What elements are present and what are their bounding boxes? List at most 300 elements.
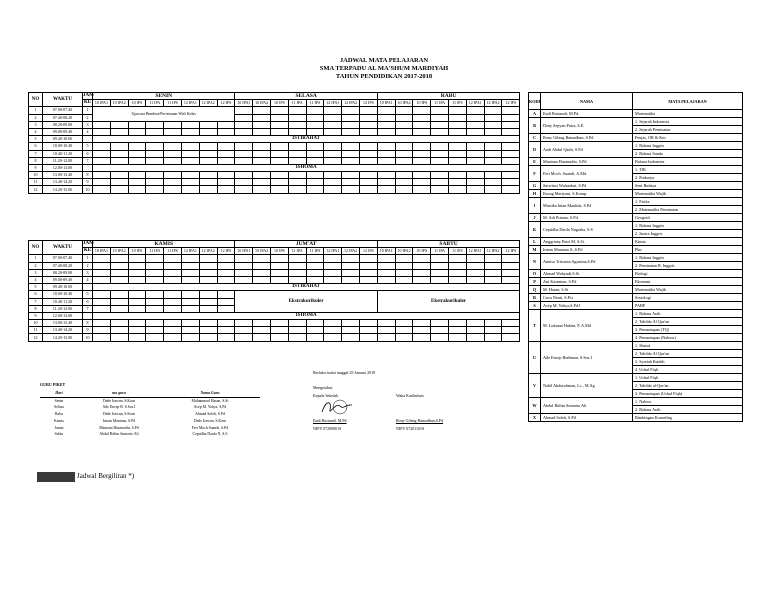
schedule-cell — [288, 172, 306, 179]
schedule-cell — [288, 334, 306, 341]
teacher-subject: Geografi — [633, 214, 743, 222]
title-line-3: TAHUN PENDIDIKAN 2017-2018 — [335, 73, 433, 80]
schedule-row — [29, 121, 520, 128]
row-number: 1 — [29, 107, 43, 114]
teacher-name: Maniana Hasanudin, S.Pd — [541, 158, 633, 166]
teacher-subject: 2. Bahasa Sunda — [633, 150, 743, 158]
schedule-cell — [288, 143, 306, 150]
schedule-cell — [431, 255, 449, 262]
schedule-cell — [466, 186, 484, 193]
teacher-subject: Matematika Wajib — [633, 190, 743, 198]
schedule-cell — [164, 262, 182, 269]
schedule-row — [29, 327, 520, 334]
top-class-header: 12 IPA2 — [484, 100, 502, 107]
schedule-cell — [128, 320, 146, 327]
picket-cell: Cepridha Darda N, S.S — [192, 432, 228, 437]
schedule-cell — [181, 157, 199, 164]
schedule-cell — [395, 179, 413, 186]
schedule-cell — [431, 121, 449, 128]
vice-nip: NIPY 07201101S — [396, 426, 425, 431]
teacher-code: V — [529, 374, 541, 398]
schedule-cell — [288, 107, 306, 114]
schedule-cell — [395, 107, 413, 114]
schedule-cell — [217, 298, 235, 305]
teacher-subject: 2. Tahfidz Al Qur'an — [633, 318, 743, 326]
schedule-cell — [502, 128, 520, 135]
schedule-cell — [181, 298, 199, 305]
bottom-day-0: KAMIS — [93, 241, 235, 248]
schedule-top-table — [28, 92, 520, 194]
schedule-cell — [342, 276, 360, 283]
schedule-cell — [377, 262, 395, 269]
teacher-subject: 1. Bahasa Inggris — [633, 142, 743, 150]
teacher-code: U — [529, 342, 541, 374]
top-class-header: 11 IPS — [164, 100, 182, 107]
row-number: 7 — [29, 150, 43, 157]
top-class-header: 11 IPS — [306, 100, 324, 107]
teacher-name: Ani Kasminar, S.Pd — [541, 278, 633, 286]
bottom-class-header: 11 IPS — [449, 248, 467, 255]
top-jam-header: JAM — [83, 93, 94, 99]
schedule-cell — [93, 334, 111, 341]
schedule-cell — [110, 320, 128, 327]
schedule-cell — [413, 262, 431, 269]
time-slot: 12.00-13.00 — [43, 312, 83, 319]
picket-table — [40, 390, 260, 438]
schedule-cell — [324, 255, 342, 262]
schedule-cell — [181, 276, 199, 283]
picket-cell: Muhammad Hasan, S.Si — [191, 398, 229, 403]
schedule-cell — [466, 262, 484, 269]
schedule-cell — [484, 320, 502, 327]
top-class-header: 12 IPA1 — [324, 100, 342, 107]
top-class-header: 12 IPS — [502, 100, 520, 107]
head-signature — [318, 396, 358, 418]
schedule-cell — [395, 128, 413, 135]
picket-cell: Abdul Halim Sumarto Ali — [99, 432, 139, 437]
schedule-row — [29, 136, 520, 143]
teacher-code-header: KODE — [529, 93, 541, 110]
schedule-cell — [199, 334, 217, 341]
period-number: 8 — [83, 320, 93, 327]
schedule-cell — [93, 157, 111, 164]
row-number: 2 — [29, 262, 43, 269]
picket-row — [40, 397, 260, 404]
schedule-cell — [306, 150, 324, 157]
bottom-time-header: WAKTU — [43, 241, 83, 255]
schedule-cell — [342, 121, 360, 128]
teacher-subject: 2. Prakarya — [633, 174, 743, 182]
schedule-cell — [93, 327, 111, 334]
schedule-cell — [360, 186, 378, 193]
schedule-cell — [377, 186, 395, 193]
schedule-cell — [128, 179, 146, 186]
schedule-cell — [466, 143, 484, 150]
top-class-header: 10 IPA2 — [110, 100, 128, 107]
schedule-cell — [466, 334, 484, 341]
teacher-row — [529, 222, 743, 230]
schedule-cell — [288, 255, 306, 262]
schedule-cell — [110, 128, 128, 135]
schedule-cell — [217, 327, 235, 334]
schedule-cell — [377, 121, 395, 128]
schedule-cell — [146, 157, 164, 164]
schedule-cell — [110, 121, 128, 128]
teacher-code: S — [529, 302, 541, 310]
schedule-cell — [306, 186, 324, 193]
schedule-cell — [253, 269, 271, 276]
period-number: 7 — [83, 157, 93, 164]
bottom-class-header: 12 IPA1 — [181, 248, 199, 255]
bottom-class-header: 10 IPS — [270, 248, 288, 255]
schedule-cell — [199, 157, 217, 164]
schedule-cell — [377, 269, 395, 276]
picket-row — [40, 418, 260, 425]
bottom-class-header: 11 IPS — [306, 248, 324, 255]
picket-row — [40, 411, 260, 418]
schedule-cell — [324, 186, 342, 193]
time-slot: 13.00-13.40 — [43, 172, 83, 179]
schedule-cell — [377, 334, 395, 341]
time-slot: 14.20-15.00 — [43, 334, 83, 341]
schedule-cell — [271, 150, 289, 157]
schedule-cell — [359, 276, 377, 283]
schedule-cell — [324, 107, 342, 114]
schedule-cell — [431, 128, 449, 135]
schedule-cell — [164, 143, 182, 150]
schedule-cell — [360, 157, 378, 164]
schedule-cell — [449, 276, 467, 283]
schedule-cell — [270, 320, 288, 327]
time-slot: 10.40-11.20 — [43, 298, 83, 305]
period-number: 9 — [83, 327, 93, 334]
schedule-cell — [217, 262, 235, 269]
schedule-cell — [466, 150, 484, 157]
teacher-row — [529, 270, 743, 278]
time-slot: 12.00-13.00 — [43, 164, 83, 171]
schedule-cell — [324, 128, 342, 135]
time-slot: 09.00-09.40 — [43, 276, 83, 283]
schedule-cell — [342, 269, 360, 276]
teacher-row — [529, 342, 743, 350]
teacher-row — [529, 198, 743, 206]
schedule-cell — [288, 320, 306, 327]
schedule-cell — [110, 276, 128, 283]
picket-cell: Acep M. Yahya, S.Pd — [193, 405, 227, 410]
schedule-cell — [110, 172, 128, 179]
schedule-cell — [270, 269, 288, 276]
teacher-code: X — [529, 414, 541, 422]
schedule-cell — [128, 150, 146, 157]
schedule-cell — [146, 143, 164, 150]
picket-cell: Kamis — [54, 418, 64, 423]
saturday-extracurricular: Ekstrakurikuler — [377, 291, 519, 313]
teacher-name: Nabil Abdurohman, Lc., M.Ag — [541, 374, 633, 398]
schedule-cell — [306, 262, 324, 269]
period-number: 7 — [83, 305, 93, 312]
schedule-cell — [324, 179, 342, 186]
bottom-class-header: 10 IPS — [128, 248, 146, 255]
schedule-row — [29, 128, 520, 135]
period-number: 10 — [83, 334, 93, 341]
schedule-cell — [466, 121, 484, 128]
teacher-subject: 2. Sastra Inggris — [633, 230, 743, 238]
schedule-cell — [199, 128, 217, 135]
schedule-cell — [395, 114, 413, 121]
picket-name-header: ma guru — [78, 390, 160, 397]
teacher-code: O — [529, 270, 541, 278]
schedule-cell — [431, 262, 449, 269]
schedule-cell — [360, 179, 378, 186]
period-number: 5 — [83, 291, 93, 298]
schedule-cell — [360, 172, 378, 179]
schedule-cell — [484, 186, 502, 193]
schedule-cell — [288, 186, 306, 193]
schedule-cell — [431, 269, 449, 276]
schedule-cell — [235, 143, 253, 150]
schedule-cell — [270, 255, 288, 262]
schedule-cell — [466, 327, 484, 334]
schedule-cell — [413, 334, 431, 341]
schedule-cell — [253, 150, 271, 157]
teacher-row — [529, 182, 743, 190]
teacher-row — [529, 286, 743, 294]
schedule-row — [29, 262, 520, 269]
top-class-header: 10 IPA2 — [395, 100, 413, 107]
teacher-row — [529, 398, 743, 406]
picket-row — [40, 425, 260, 432]
schedule-cell — [466, 107, 484, 114]
teacher-subject: 1. Ushul Fiqh — [633, 374, 743, 382]
teacher-code: L — [529, 238, 541, 246]
schedule-cell — [377, 255, 395, 262]
bottom-class-header: 10 IPA2 — [110, 248, 128, 255]
schedule-cell — [466, 172, 484, 179]
bottom-class-header: 12 IPA2 — [199, 248, 217, 255]
schedule-cell — [235, 186, 253, 193]
bottom-day-2: SABTU — [377, 241, 519, 248]
schedule-cell — [484, 114, 502, 121]
schedule-cell — [484, 121, 502, 128]
top-class-header: 11 IPA — [146, 100, 164, 107]
schedule-cell — [217, 269, 235, 276]
schedule-cell — [93, 186, 111, 193]
row-number: 6 — [29, 291, 43, 298]
schedule-cell — [253, 276, 271, 283]
schedule-cell — [502, 143, 520, 150]
schedule-cell — [413, 179, 431, 186]
schedule-cell — [146, 276, 164, 283]
schedule-cell — [359, 269, 377, 276]
row-number: 5 — [29, 136, 43, 143]
schedule-cell — [235, 114, 253, 121]
schedule-cell — [146, 305, 164, 312]
legend-swatch — [37, 472, 75, 482]
schedule-row — [29, 276, 520, 283]
schedule-cell — [395, 334, 413, 341]
teacher-name: Feri Moch. Suandi, A.Md. — [541, 166, 633, 182]
schedule-cell — [235, 269, 253, 276]
schedule-cell — [431, 172, 449, 179]
schedule-cell — [110, 334, 128, 341]
schedule-cell — [110, 157, 128, 164]
top-time-header: WAKTU — [43, 93, 83, 107]
picket-row — [40, 404, 260, 411]
schedule-cell — [253, 320, 271, 327]
schedule-cell — [235, 172, 253, 179]
schedule-cell — [93, 150, 111, 157]
schedule-cell — [502, 334, 520, 341]
schedule-cell — [217, 128, 235, 135]
schedule-cell — [502, 114, 520, 121]
schedule-cell — [235, 107, 253, 114]
schedule-cell — [253, 186, 271, 193]
row-number: 8 — [29, 157, 43, 164]
head-title: Kepala Sekolah — [313, 393, 339, 398]
schedule-cell — [253, 327, 271, 334]
time-slot: 13.00-13.40 — [43, 320, 83, 327]
top-class-header: 11 IPA — [288, 100, 306, 107]
schedule-cell — [324, 320, 342, 327]
schedule-cell — [217, 305, 235, 312]
schedule-cell — [484, 255, 502, 262]
top-class-header: 10 IPS — [128, 100, 146, 107]
schedule-row — [29, 334, 520, 341]
row-number: 8 — [29, 305, 43, 312]
schedule-cell — [181, 172, 199, 179]
teacher-code: B — [529, 118, 541, 134]
bottom-class-header: 10 IPA2 — [395, 248, 413, 255]
schedule-cell — [466, 128, 484, 135]
schedule-cell — [306, 107, 324, 114]
teacher-subject: 2. Matematika Peminatan — [633, 206, 743, 214]
picket-cell: Ade Encep B. S.Sos.I — [102, 405, 136, 410]
schedule-row — [29, 186, 520, 193]
teacher-name: M. Lukman Hakim, P. A.Md — [541, 310, 633, 342]
period-number: 6 — [83, 298, 93, 305]
schedule-cell — [431, 186, 449, 193]
schedule-cell — [199, 269, 217, 276]
bottom-class-header: 10 IPA2 — [253, 248, 271, 255]
schedule-cell — [146, 172, 164, 179]
teacher-subject: Kimia — [633, 238, 743, 246]
schedule-cell — [110, 143, 128, 150]
teacher-name: M. Adi Pratma, S.Pd. — [541, 214, 633, 222]
schedule-cell — [502, 262, 520, 269]
schedule-cell — [288, 114, 306, 121]
schedule-cell — [360, 107, 378, 114]
row-number: 10 — [29, 320, 43, 327]
schedule-cell — [360, 114, 378, 121]
teacher-row — [529, 278, 743, 286]
teacher-code: C — [529, 134, 541, 142]
schedule-cell — [395, 276, 413, 283]
schedule-cell — [484, 128, 502, 135]
bottom-class-header: 12 IPA2 — [342, 248, 360, 255]
schedule-cell — [235, 276, 253, 283]
schedule-row — [29, 320, 520, 327]
schedule-cell — [395, 172, 413, 179]
schedule-cell — [93, 305, 111, 312]
schedule-cell — [449, 179, 467, 186]
teacher-subject: Pkn — [633, 246, 743, 254]
schedule-row — [29, 150, 520, 157]
schedule-cell — [199, 143, 217, 150]
time-slot: 07.40-08.20 — [43, 114, 83, 121]
schedule-cell — [324, 143, 342, 150]
teacher-code: F — [529, 166, 541, 182]
schedule-cell — [466, 157, 484, 164]
schedule-cell — [253, 114, 271, 121]
schedule-cell — [199, 121, 217, 128]
schedule-cell — [164, 121, 182, 128]
schedule-cell — [164, 269, 182, 276]
schedule-cell — [306, 114, 324, 121]
top-class-header: 10 IPS — [413, 100, 431, 107]
teacher-subject: PABP — [633, 302, 743, 310]
schedule-cell — [395, 143, 413, 150]
bottom-class-header: 11 IPS — [164, 248, 182, 255]
schedule-cell — [288, 157, 306, 164]
schedule-row — [29, 179, 520, 186]
teacher-row — [529, 134, 743, 142]
schedule-cell — [466, 269, 484, 276]
schedule-cell — [199, 320, 217, 327]
schedule-cell — [324, 114, 342, 121]
schedule-cell — [342, 128, 360, 135]
schedule-cell — [128, 172, 146, 179]
schedule-cell — [110, 327, 128, 334]
schedule-cell — [288, 128, 306, 135]
schedule-cell — [359, 255, 377, 262]
teacher-name: Mustika Intan Maulida, S.Pd — [541, 198, 633, 214]
schedule-cell — [342, 327, 360, 334]
schedule-cell — [93, 320, 111, 327]
schedule-cell — [342, 186, 360, 193]
schedule-cell — [93, 179, 111, 186]
bottom-ke-header: KE — [83, 248, 92, 254]
teacher-code: N — [529, 254, 541, 270]
schedule-cell — [217, 172, 235, 179]
schedule-cell — [342, 114, 360, 121]
schedule-cell — [128, 276, 146, 283]
teacher-name: Irman Maniana A.,S.Pd — [541, 246, 633, 254]
schedule-cell — [110, 305, 128, 312]
schedule-cell — [128, 255, 146, 262]
picket-cell: Ahmad Soleh, S.Pd — [195, 412, 225, 417]
schedule-cell — [484, 334, 502, 341]
schedule-cell — [324, 262, 342, 269]
schedule-cell — [146, 186, 164, 193]
schedule-cell — [431, 114, 449, 121]
schedule-cell — [484, 172, 502, 179]
schedule-cell — [253, 334, 271, 341]
teacher-code: K — [529, 222, 541, 238]
time-slot: 11.20-12.00 — [43, 157, 83, 164]
top-class-header: 10 IPA1 — [377, 100, 395, 107]
schedule-cell — [306, 179, 324, 186]
schedule-cell — [271, 143, 289, 150]
teacher-name: Cucu Nenti, S.Psi — [541, 294, 633, 302]
teacher-subject: 2. Peminatan B. Inggris — [633, 262, 743, 270]
schedule-cell — [181, 143, 199, 150]
period-number: 4 — [83, 128, 93, 135]
schedule-cell — [253, 143, 271, 150]
teacher-name-header: NAMA — [541, 93, 633, 110]
schedule-cell — [181, 121, 199, 128]
schedule-cell — [288, 276, 306, 283]
schedule-cell — [306, 143, 324, 150]
